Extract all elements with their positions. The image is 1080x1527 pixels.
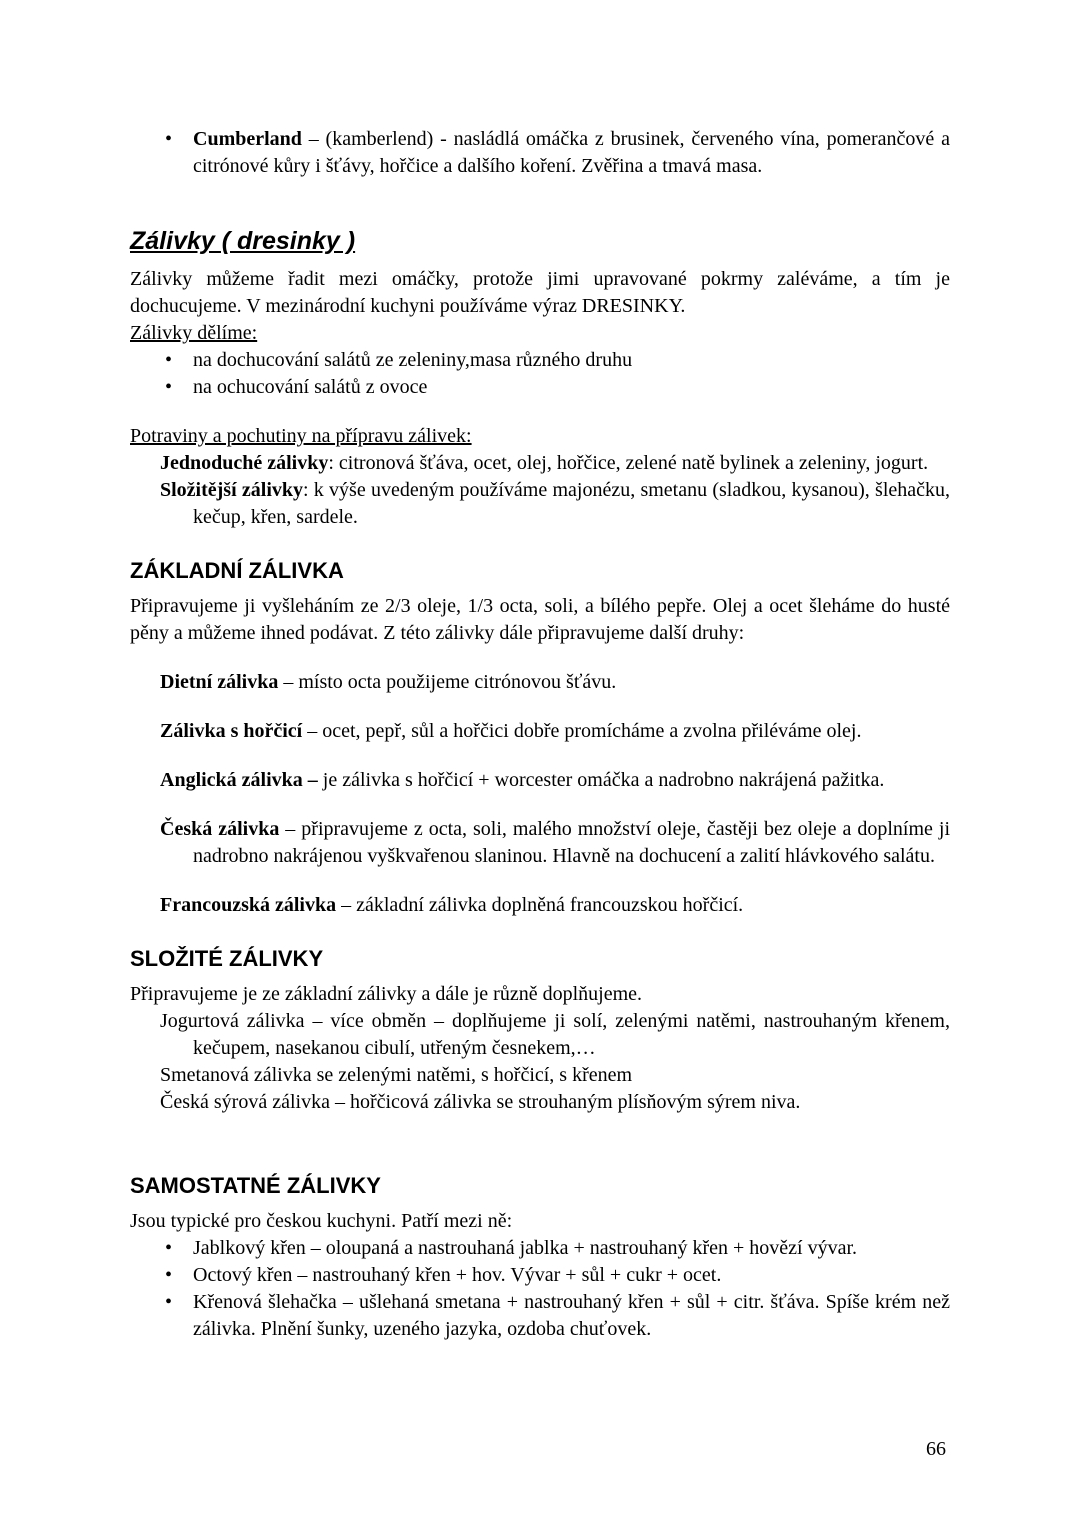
label-zalivky-delime: Zálivky dělíme: [130, 322, 258, 344]
list-item-jablkovy-kren [130, 1235, 950, 1262]
term-anglicka-zalivka: Anglická zálivka – [160, 769, 318, 791]
heading-samostatne-zalivky: SAMOSTATNÉ ZÁLIVKY [130, 1173, 381, 1198]
page-number: 66 [926, 1438, 946, 1460]
paragraph-jogurtova-zalivka: Jogurtová zálivka – více obměn – doplňujeme ji solí, zelenými natěmi, nastrouhaným křenem, kečupem, nasekanou cibulí, utřeným česnekem,… [160, 1010, 950, 1059]
term-slozitejsi-zalivky: Složitější zálivky [160, 479, 304, 501]
text-krenova-slehacka: Křenová šlehačka – ušlehaná smetana + nastrouhaný křen + sůl + citr. šťáva. Spíše krém než zálivka. Plnění šunky, uzeného jazyka, ozdoba chuťovek. [193, 1291, 950, 1340]
text-octovy-kren: Octový křen – nastrouhaný křen + hov. Vývar + sůl + cukr + ocet. [193, 1264, 722, 1286]
list-item-delime-2 [130, 374, 950, 401]
paragraph-slozitejsi-zalivky [130, 477, 950, 531]
text-jednoduche-zalivky: : citronová šťáva, ocet, olej, hořčice, zelené natě bylinek a zeleniny, jogurt. [328, 452, 929, 474]
bullet-icon: • [165, 1237, 173, 1259]
text-anglicka-zalivka: je zálivka s hořčicí + worcester omáčka a nadrobno nakrájená pažitka. [317, 769, 885, 791]
paragraph-dietni-zalivka [130, 669, 950, 696]
text-ceska-zalivka: – připravujeme z octa, soli, malého množství oleje, častěji bez oleje a doplníme ji nadrobno nakrájenou vyškvařenou slaninou. Hlavně na dochucení a zalití hlávkového salátu. [193, 818, 951, 867]
paragraph-zalivky-intro: Zálivky můžeme řadit mezi omáčky, protože jimi upravované pokrmy zaléváme, a tím je dochucujeme. V mezinárodní kuchyni používáme výraz DRESINKY. [130, 268, 950, 317]
list-item-krenova-slehacka [130, 1289, 950, 1343]
term-dietni-zalivka: Dietní zálivka [160, 671, 279, 693]
text-cumberland-description: – (kamberlend) - nasládlá omáčka z brusinek, červeného vína, pomerančové a citrónové kůry i šťávy, hořčice a dalšího koření. Zvěřina a tmavá masa. [193, 128, 950, 177]
text-delime-1: na dochucování salátů ze zeleniny,masa různého druhu [193, 349, 633, 371]
bullet-icon: • [165, 1291, 173, 1313]
text-zalivka-s-horcici: – ocet, pepř, sůl a hořčici dobře promícháme a zvolna přiléváme olej. [302, 720, 862, 742]
text-dietni-zalivka: – místo octa použijeme citrónovou šťávu. [278, 671, 617, 693]
paragraph-slozite-intro: Připravujeme je ze základní zálivky a dále je různě doplňujeme. [130, 983, 643, 1005]
bullet-icon: • [165, 128, 173, 150]
list-item-cumberland [130, 126, 950, 180]
term-francouzska-zalivka: Francouzská zálivka [160, 894, 337, 916]
paragraph-anglicka-zalivka [130, 767, 950, 794]
label-potraviny-pochutiny: Potraviny a pochutiny na přípravu zálivek: [130, 425, 472, 447]
paragraph-zalivka-s-horcici [130, 718, 950, 745]
heading-zalivky-dresinky: Zálivky ( dresinky ) [130, 227, 356, 255]
bullet-icon: • [165, 376, 173, 398]
paragraph-smetanova-zalivka: Smetanová zálivka se zelenými natěmi, s hořčicí, s křenem [160, 1064, 633, 1086]
term-cumberland: Cumberland [193, 128, 302, 150]
bullet-icon: • [165, 1264, 173, 1286]
paragraph-cumberland [193, 126, 950, 180]
bullet-icon: • [165, 349, 173, 371]
term-jednoduche-zalivky: Jednoduché zálivky [160, 452, 329, 474]
paragraph-ceska-zalivka [130, 816, 950, 870]
paragraph-samostatne-intro: Jsou typické pro českou kuchyni. Patří mezi ně: [130, 1210, 513, 1232]
list-item-octovy-kren [130, 1262, 950, 1289]
text-francouzska-zalivka: – základní zálivka doplněná francouzskou hořčicí. [336, 894, 744, 916]
paragraph-zakladni-intro: Připravujeme ji vyšleháním ze 2/3 oleje, 1/3 octa, soli, a bílého pepře. Olej a ocet šleháme do husté pěny a můžeme ihned podávat. Z této zálivky dále připravujeme další druhy: [130, 595, 950, 644]
text-slozitejsi-zalivky: : k výše uvedeným používáme majonézu, smetanu (sladkou, kysanou), šlehačku, kečup, křen, sardele. [193, 479, 951, 528]
list-item-delime-1 [130, 347, 950, 374]
paragraph-francouzska-zalivka [130, 892, 950, 919]
paragraph-jednoduche-zalivky [130, 450, 950, 477]
term-zalivka-s-horcici: Zálivka s hořčicí [160, 720, 303, 742]
text-delime-2: na ochucování salátů z ovoce [193, 376, 428, 398]
heading-zakladni-zalivka: ZÁKLADNÍ ZÁLIVKA [130, 558, 344, 583]
heading-slozite-zalivky: SLOŽITÉ ZÁLIVKY [130, 946, 324, 971]
term-ceska-zalivka: Česká zálivka [160, 818, 280, 840]
text-jablkovy-kren: Jablkový křen – oloupaná a nastrouhaná jablka + nastrouhaný křen + hovězí vývar. [193, 1237, 858, 1259]
paragraph-ceska-syrova-zalivka: Česká sýrová zálivka – hořčicová zálivka se strouhaným plísňovým sýrem niva. [160, 1091, 801, 1113]
